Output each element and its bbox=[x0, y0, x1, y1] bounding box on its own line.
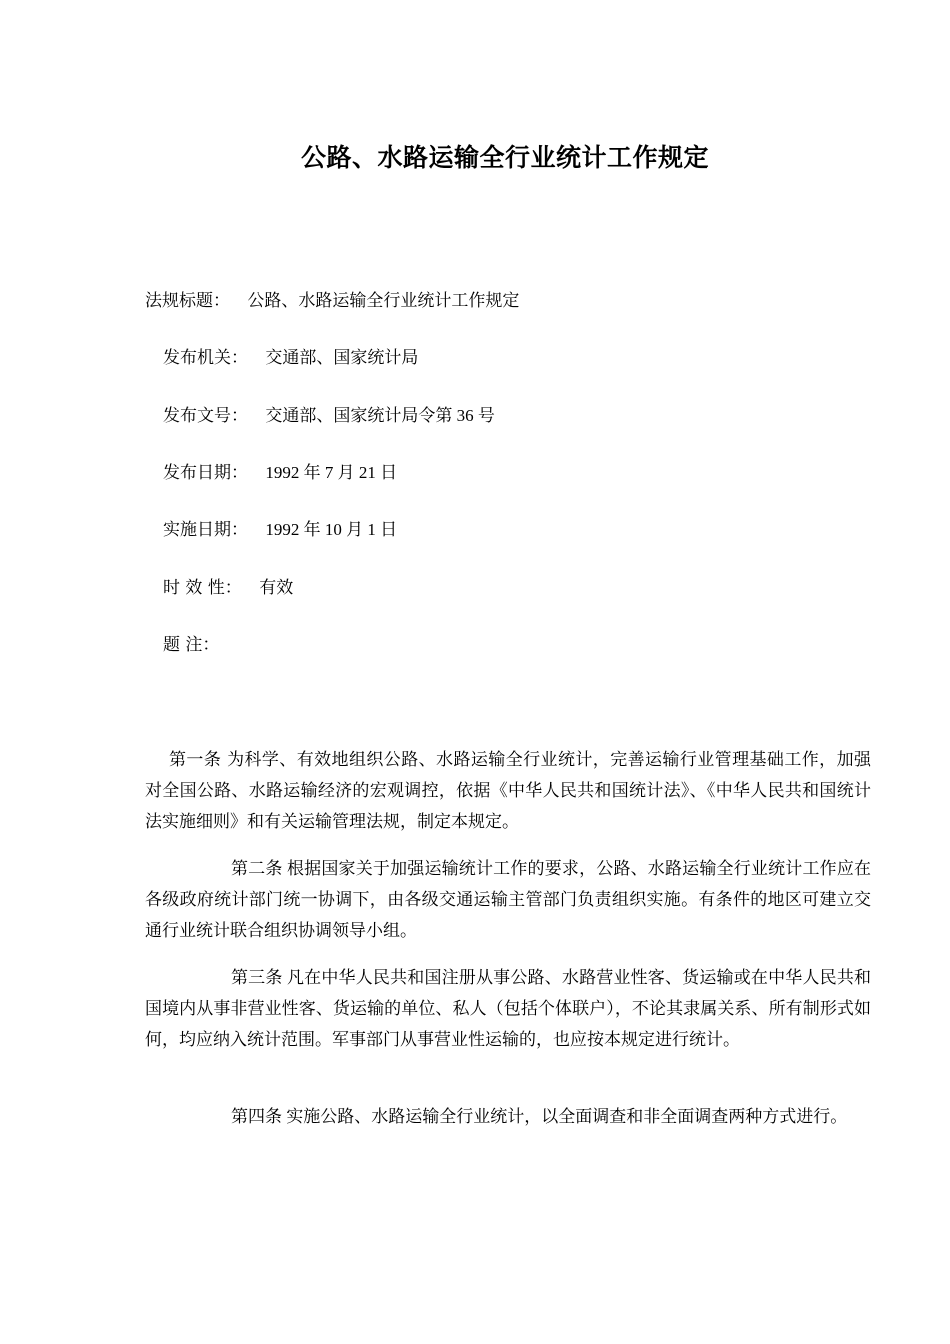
metadata-value: 交通部、国家统计局 bbox=[265, 348, 419, 368]
metadata-row-title bbox=[145, 290, 519, 312]
metadata-label: 发布日期： bbox=[163, 463, 248, 483]
document-title: 公路、水路运输全行业统计工作规定 bbox=[300, 143, 709, 172]
metadata-row-effective-date bbox=[163, 519, 397, 541]
metadata-row-issuer bbox=[163, 347, 418, 369]
metadata-value: 有效 bbox=[259, 578, 294, 598]
metadata-label: 发布机关： bbox=[163, 348, 248, 368]
metadata-label: 题 注： bbox=[163, 635, 220, 655]
metadata-label: 法规标题： bbox=[145, 291, 230, 311]
metadata-label: 实施日期： bbox=[163, 520, 248, 540]
metadata-row-note bbox=[163, 634, 237, 656]
metadata-label: 发布文号： bbox=[163, 406, 248, 426]
article-4: 第四条 实施公路、水路运输全行业统计，以全面调查和非全面调查两种方式进行。 bbox=[231, 1107, 848, 1126]
metadata-row-validity bbox=[163, 577, 293, 599]
metadata-label: 时 效 性： bbox=[163, 578, 242, 598]
metadata-row-document-number bbox=[163, 405, 495, 427]
metadata-row-issue-date bbox=[163, 462, 397, 484]
metadata-value: 交通部、国家统计局令第 36 号 bbox=[265, 406, 495, 425]
article-1: 第一条 为科学、有效地组织公路、水路运输全行业统计，完善运输行业管理基础工作，加强对全国公路、水路运输经济的宏观调控，依据《中华人民共和国统计法》、《中华人民共和国统计法实施细则》和有关运输管理法规，制定本规定。 bbox=[145, 750, 871, 832]
article-3: 第三条 凡在中华人民共和国注册从事公路、水路营业性客、货运输或在中华人民共和国境内从事非营业性客、货运输的单位、私人（包括个体联户），不论其隶属关系、所有制形式如何，均应纳入统计范围。军事部门从事营业性运输的，也应按本规定进行统计。 bbox=[145, 968, 871, 1049]
article-2: 第二条 根据国家关于加强运输统计工作的要求，公路、水路运输全行业统计工作应在各级政府统计部门统一协调下，由各级交通运输主管部门负责组织实施。有条件的地区可建立交通行业统计联合组织协调领导小组。 bbox=[145, 859, 871, 940]
metadata-value: 1992 年 10 月 1 日 bbox=[265, 520, 398, 539]
metadata-value: 1992 年 7 月 21 日 bbox=[265, 463, 398, 482]
metadata-value: 公路、水路运输全行业统计工作规定 bbox=[247, 291, 520, 311]
